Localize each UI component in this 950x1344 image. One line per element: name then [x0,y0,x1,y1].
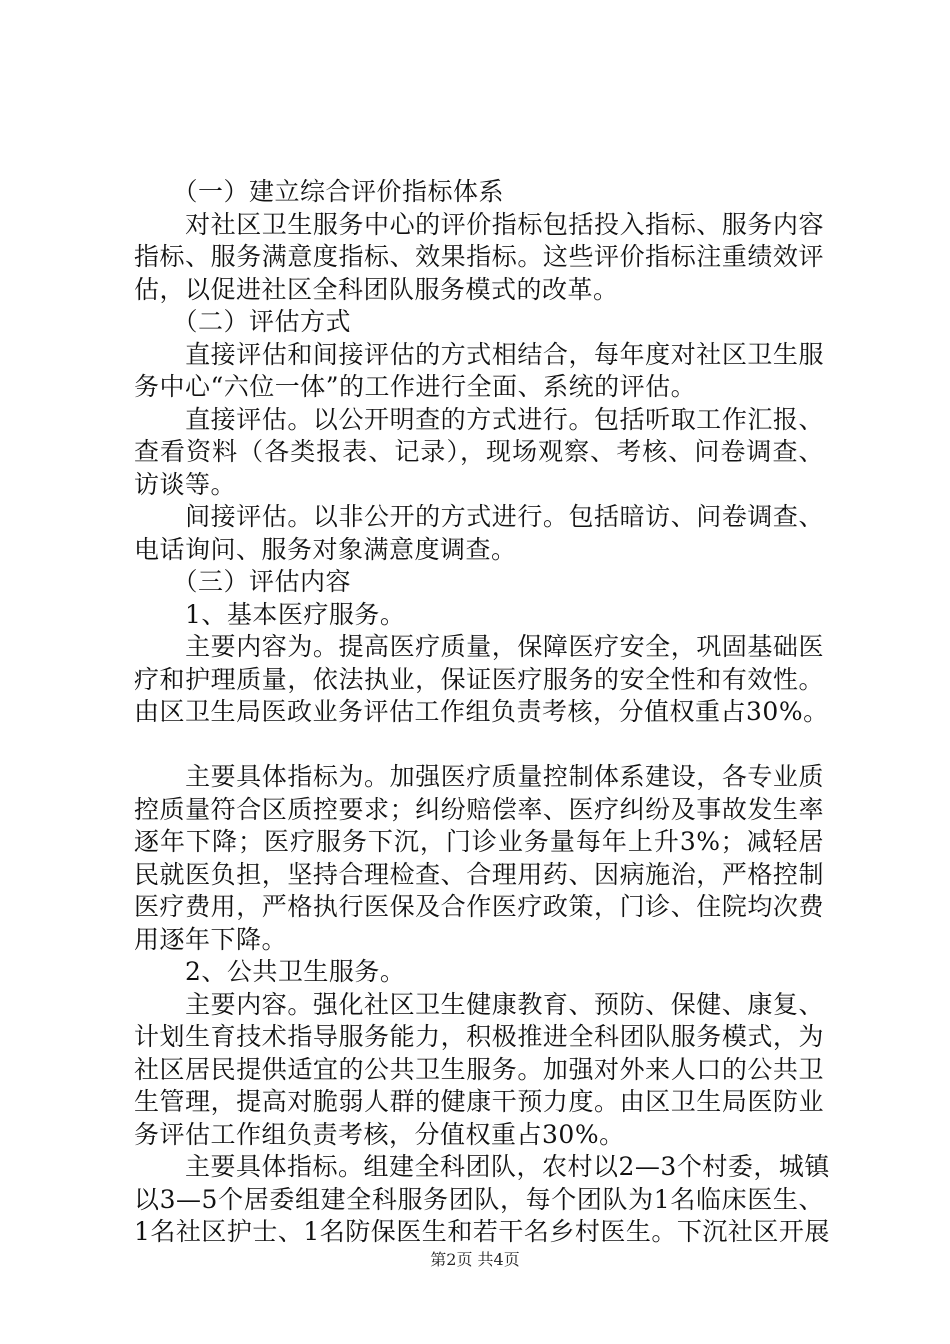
paragraph-line: 直接评估。以公开明查的方式进行。包括听取工作汇报、 [134,404,824,434]
paragraph-line: 以3—5个居委组建全科服务团队，每个团队为1名临床医生、 [134,1184,824,1214]
paragraph-line: 由区卫生局医政业务评估工作组负责考核，分值权重占30%。 [134,697,829,726]
heading-3: （三）评估内容 [134,567,352,596]
paragraph-line: 查看资料（各类报表、记录），现场观察、考核、问卷调查、 [134,437,824,466]
paragraph-line: 生管理，提高对脆弱人群的健康干预力度。由区卫生局医防业 [134,1087,824,1116]
paragraph-line: 主要具体指标为。加强医疗质量控制体系建设，各专业质 [134,762,824,791]
paragraph-line: 务中心“六位一体”的工作进行全面、系统的评估。 [134,372,697,401]
paragraph-line: 主要具体指标。组建全科团队，农村以2—3个村委，城镇 [134,1152,830,1181]
paragraph-line: 指标、服务满意度指标、效果指标。这些评价指标注重绩效评 [134,242,824,271]
paragraph-line: 计划生育技术指导服务能力，积极推进全科团队服务模式，为 [134,1022,824,1051]
document-body [134,176,830,1249]
paragraph-line: 社区居民提供适宜的公共卫生服务。加强对外来人口的公共卫 [134,1054,824,1084]
paragraph-line: 电话询问、服务对象满意度调查。 [134,534,517,564]
blank-line [134,729,824,762]
subheading: 2、公共卫生服务。 [134,957,406,986]
paragraph-line: 务评估工作组负责考核，分值权重占30%。 [134,1119,625,1149]
paragraph-line: 医疗费用，严格执行医保及合作医疗政策，门诊、住院均次费 [134,892,824,921]
paragraph-line: 主要内容为。提高医疗质量，保障医疗安全，巩固基础医 [134,632,824,661]
heading-2: （二）评估方式 [134,307,352,336]
paragraph-line: 民就医负担，坚持合理检查、合理用药、因病施治，严格控制 [134,859,824,889]
subheading: 1、基本医疗服务。 [134,599,406,629]
paragraph-line: 直接评估和间接评估的方式相结合，每年度对社区卫生服 [134,339,824,369]
paragraph-line: 访谈等。 [134,469,237,499]
paragraph-line: 疗和护理质量，依法执业，保证医疗服务的安全性和有效性。 [134,664,824,694]
paragraph-line: 用逐年下降。 [134,924,288,954]
paragraph-line: 逐年下降；医疗服务下沉，门诊业务量每年上升3%；减轻居 [134,827,824,856]
paragraph-line: 1名社区护士、1名防保医生和若干名乡村医生。下沉社区开展 [134,1217,830,1246]
paragraph-line: 估，以促进社区全科团队服务模式的改革。 [134,274,619,304]
paragraph-line: 间接评估。以非公开的方式进行。包括暗访、问卷调查、 [134,502,824,531]
paragraph-line: 控质量符合区质控要求；纠纷赔偿率、医疗纠纷及事故发生率 [134,794,824,824]
heading-1: （一）建立综合评价指标体系 [134,177,505,206]
paragraph-line: 对社区卫生服务中心的评价指标包括投入指标、服务内容 [134,209,824,239]
paragraph-line: 主要内容。强化社区卫生健康教育、预防、保健、康复、 [134,989,824,1019]
page-number-footer: 第2页 共4页 [430,1250,520,1269]
